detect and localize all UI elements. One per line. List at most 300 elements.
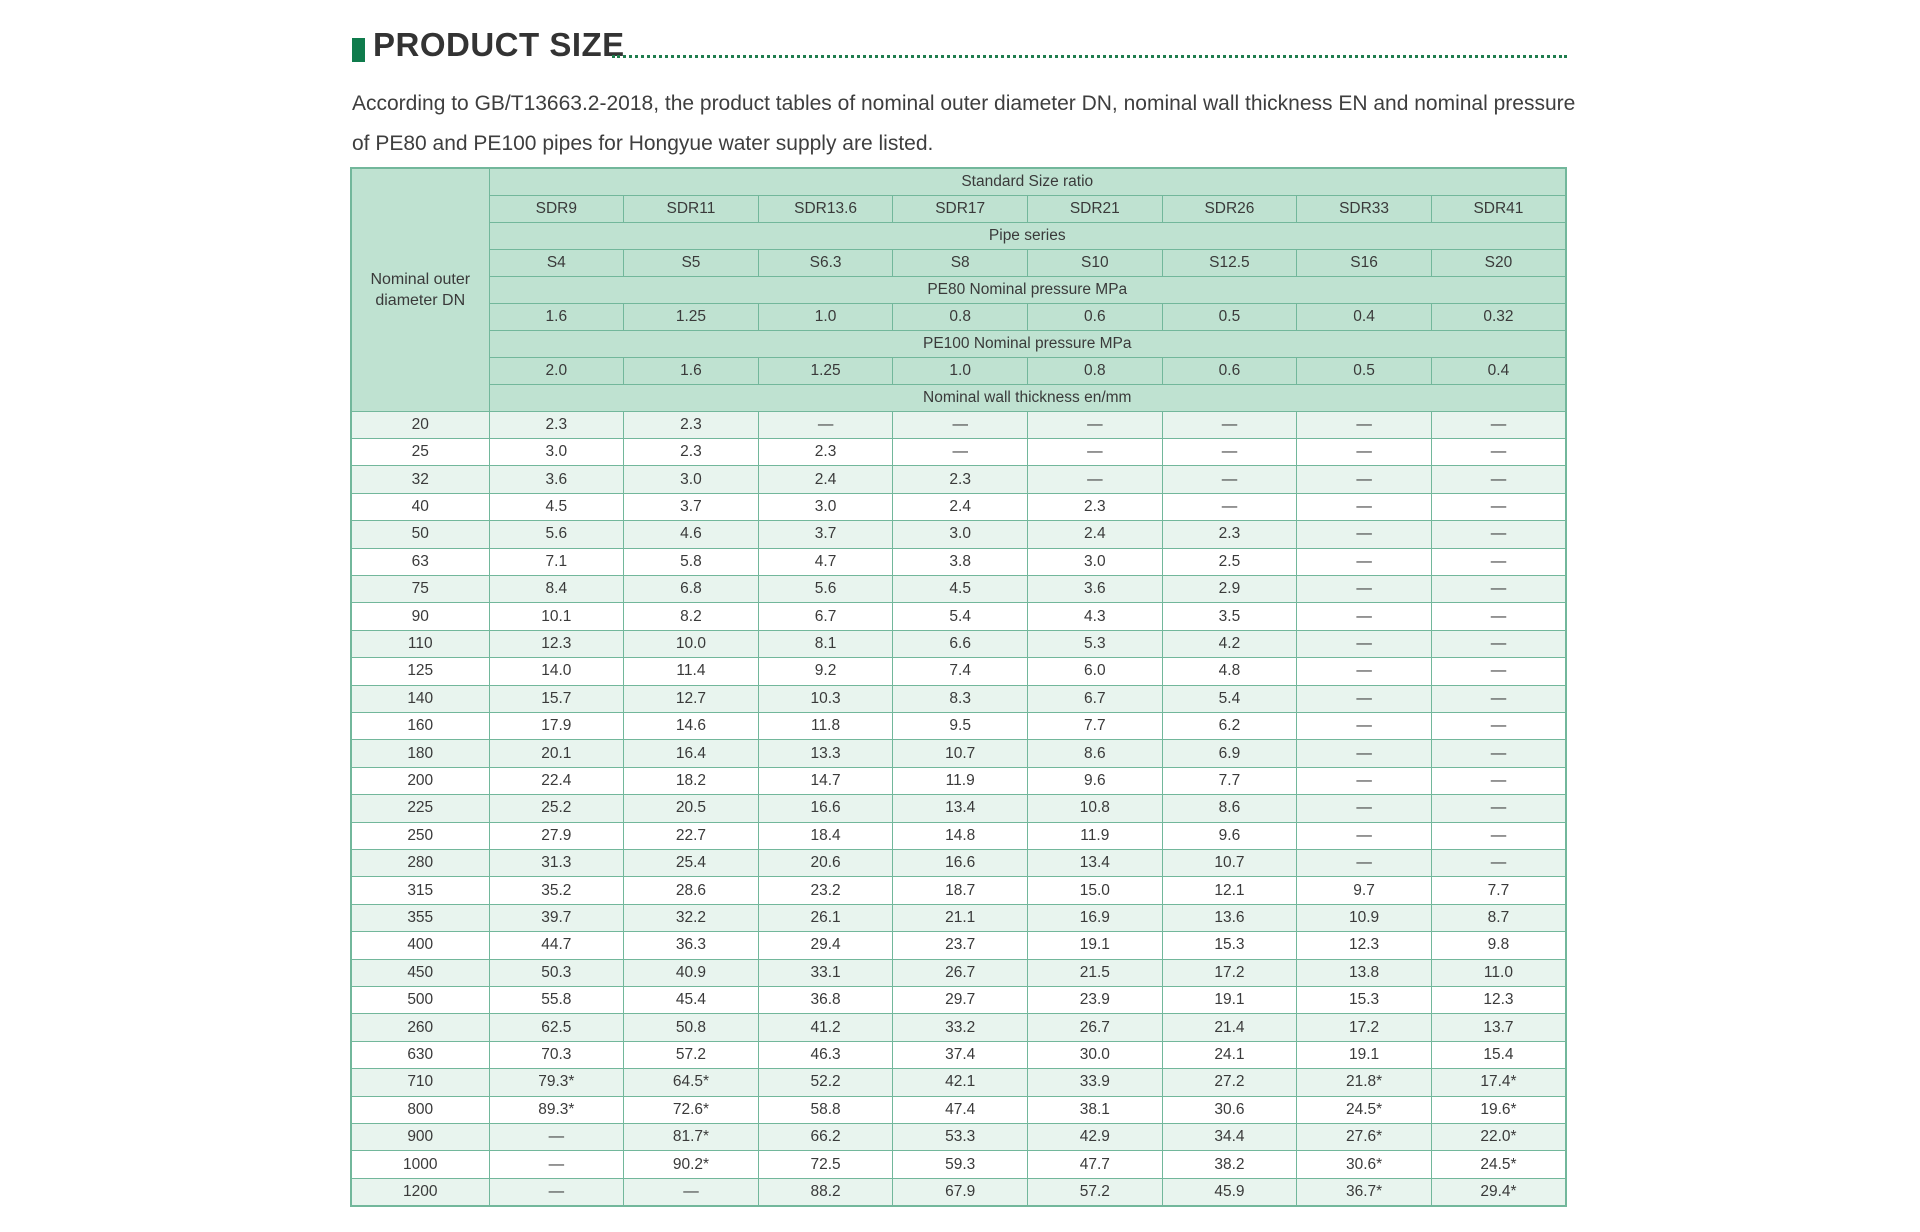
wall-thickness-cell: 55.8 [489,987,624,1014]
wall-thickness-cell: 14.8 [893,822,1028,849]
wall-thickness-cell: 26.7 [1028,1014,1163,1041]
wall-thickness-cell: 10.7 [1162,850,1297,877]
wall-thickness-cell: 5.4 [893,603,1028,630]
wall-thickness-cell: 2.3 [624,438,759,465]
wall-thickness-cell: 9.5 [893,712,1028,739]
dn-cell: 800 [351,1096,489,1123]
wall-thickness-cell: — [1431,575,1566,602]
wall-thickness-cell: 11.4 [624,658,759,685]
wall-thickness-cell: 3.0 [489,438,624,465]
table-body [351,411,1566,1206]
wall-thickness-cell: 12.3 [1297,932,1432,959]
wall-thickness-cell: — [1297,521,1432,548]
wall-thickness-cell: 9.6 [1162,822,1297,849]
corner-header-cell: Nominal outer diameter DN [351,168,489,411]
wall-thickness-cell: 2.5 [1162,548,1297,575]
wall-thickness-cell: 11.8 [758,712,893,739]
table-row [351,1151,1566,1178]
wall-thickness-cell: 3.0 [758,493,893,520]
wall-thickness-cell: 42.1 [893,1069,1028,1096]
wall-thickness-cell: 22.0* [1431,1124,1566,1151]
wall-thickness-cell: — [1297,850,1432,877]
wall-thickness-cell: 10.9 [1297,904,1432,931]
wall-thickness-cell: 41.2 [758,1014,893,1041]
pe80-pressure-cell: 1.0 [758,303,893,330]
description-line-1: According to GB/T13663.2-2018, the product tables of nominal outer diameter DN, nominal wall thickness EN and nominal pressure [352,92,1576,115]
wall-thickness-cell: — [1431,521,1566,548]
wall-thickness-cell: 67.9 [893,1178,1028,1206]
wall-thickness-cell: 6.8 [624,575,759,602]
wall-thickness-cell: 23.2 [758,877,893,904]
table-row [351,959,1566,986]
wall-thickness-cell: — [1297,767,1432,794]
wall-thickness-cell: 36.3 [624,932,759,959]
wall-thickness-cell: 23.9 [1028,987,1163,1014]
wall-thickness-cell: — [1028,411,1163,438]
wall-thickness-cell: 46.3 [758,1041,893,1068]
wall-thickness-cell: 16.6 [893,850,1028,877]
wall-thickness-cell: 57.2 [1028,1178,1163,1206]
wall-thickness-cell: — [1431,548,1566,575]
wall-thickness-cell: — [1297,740,1432,767]
wall-thickness-cell: 8.6 [1162,795,1297,822]
wall-thickness-cell: 37.4 [893,1041,1028,1068]
dn-cell: 355 [351,904,489,931]
wall-thickness-cell: — [1162,438,1297,465]
wall-thickness-cell: 13.7 [1431,1014,1566,1041]
wall-thickness-cell: 4.8 [1162,658,1297,685]
dn-cell: 63 [351,548,489,575]
s-series-header-cell: S20 [1431,249,1566,276]
wall-thickness-cell: — [1297,658,1432,685]
wall-thickness-cell: 39.7 [489,904,624,931]
dn-cell: 1200 [351,1178,489,1206]
table-row [351,932,1566,959]
wall-thickness-cell: — [1431,466,1566,493]
wall-thickness-cell: 15.3 [1297,987,1432,1014]
wall-thickness-cell: 34.4 [1162,1124,1297,1151]
description-line-2: of PE80 and PE100 pipes for Hongyue water supply are listed. [352,132,934,155]
wall-thickness-cell: 7.1 [489,548,624,575]
wall-thickness-cell: — [1028,438,1163,465]
wall-thickness-cell: 52.2 [758,1069,893,1096]
wall-thickness-cell: 7.7 [1431,877,1566,904]
dn-cell: 400 [351,932,489,959]
wall-thickness-cell: 38.2 [1162,1151,1297,1178]
wall-thickness-cell: — [1297,603,1432,630]
header-row-pe100-values [351,357,1566,384]
pe100-pressure-cell: 0.4 [1431,357,1566,384]
pe100-pressure-cell: 0.5 [1297,357,1432,384]
table-row [351,1178,1566,1206]
wall-thickness-cell: 89.3* [489,1096,624,1123]
sdr-header-cell: SDR11 [624,195,759,222]
wall-thickness-cell: — [489,1178,624,1206]
wall-thickness-cell: 19.1 [1297,1041,1432,1068]
wall-thickness-cell: 22.4 [489,767,624,794]
wall-thickness-cell: 7.7 [1162,767,1297,794]
wall-thickness-cell: 2.3 [624,411,759,438]
wall-thickness-cell: 3.0 [1028,548,1163,575]
table-row [351,521,1566,548]
product-size-table [350,167,1567,1207]
wall-thickness-cell: 27.9 [489,822,624,849]
table-row [351,575,1566,602]
wall-thickness-cell: 15.4 [1431,1041,1566,1068]
wall-thickness-cell: — [758,411,893,438]
wall-thickness-cell: 7.4 [893,658,1028,685]
wall-thickness-cell: 16.4 [624,740,759,767]
dn-cell: 500 [351,987,489,1014]
wall-thickness-cell: 20.1 [489,740,624,767]
wall-thickness-cell: 25.2 [489,795,624,822]
wall-thickness-cell: 16.9 [1028,904,1163,931]
wall-thickness-cell: 5.3 [1028,630,1163,657]
dn-cell: 180 [351,740,489,767]
wall-thickness-cell: 26.1 [758,904,893,931]
wall-thickness-cell: — [624,1178,759,1206]
dn-cell: 450 [351,959,489,986]
table-row [351,712,1566,739]
pe100-pressure-cell: 0.6 [1162,357,1297,384]
sdr-header-cell: SDR41 [1431,195,1566,222]
wall-thickness-cell: 25.4 [624,850,759,877]
dn-cell: 250 [351,822,489,849]
pe80-pressure-cell: 0.32 [1431,303,1566,330]
wall-thickness-cell: 79.3* [489,1069,624,1096]
wall-thickness-cell: 45.4 [624,987,759,1014]
pe80-pressure-cell: 0.6 [1028,303,1163,330]
dn-cell: 75 [351,575,489,602]
wall-thickness-cell: 10.8 [1028,795,1163,822]
dn-cell: 25 [351,438,489,465]
wall-thickness-cell: 35.2 [489,877,624,904]
header-row-s-series [351,249,1566,276]
dn-cell: 315 [351,877,489,904]
wall-thickness-cell: 2.3 [893,466,1028,493]
wall-thickness-cell: 4.5 [893,575,1028,602]
s-series-header-cell: S12.5 [1162,249,1297,276]
wall-thickness-cell: 9.2 [758,658,893,685]
wall-thickness-cell: 44.7 [489,932,624,959]
wall-thickness-cell: 8.6 [1028,740,1163,767]
table-row [351,548,1566,575]
wall-thickness-cell: 38.1 [1028,1096,1163,1123]
wall-thickness-cell: — [1297,493,1432,520]
wall-thickness-cell: 32.2 [624,904,759,931]
table-row [351,685,1566,712]
sdr-header-cell: SDR13.6 [758,195,893,222]
wall-thickness-cell: 3.6 [489,466,624,493]
wall-thickness-cell: — [1431,438,1566,465]
wall-thickness-cell: 33.1 [758,959,893,986]
wall-thickness-cell: 50.3 [489,959,624,986]
dn-cell: 32 [351,466,489,493]
group-header-pe100: PE100 Nominal pressure MPa [489,330,1566,357]
sdr-header-cell: SDR9 [489,195,624,222]
table-row [351,1041,1566,1068]
wall-thickness-cell: 70.3 [489,1041,624,1068]
wall-thickness-cell: 11.9 [893,767,1028,794]
wall-thickness-cell: 5.6 [758,575,893,602]
wall-thickness-cell: 66.2 [758,1124,893,1151]
pe80-pressure-cell: 1.6 [489,303,624,330]
wall-thickness-cell: 19.6* [1431,1096,1566,1123]
wall-thickness-cell: 13.8 [1297,959,1432,986]
wall-thickness-cell: 3.7 [624,493,759,520]
header-row-pe80-label [351,276,1566,303]
wall-thickness-cell: — [1297,630,1432,657]
pe80-pressure-cell: 0.5 [1162,303,1297,330]
wall-thickness-cell: 24.5* [1297,1096,1432,1123]
group-header-standard-size-ratio: Standard Size ratio [489,168,1566,195]
wall-thickness-cell: — [1431,740,1566,767]
wall-thickness-cell: — [1297,438,1432,465]
wall-thickness-cell: 21.5 [1028,959,1163,986]
wall-thickness-cell: — [1431,822,1566,849]
table-row [351,877,1566,904]
page-title: PRODUCT SIZE [373,26,625,63]
sdr-header-cell: SDR17 [893,195,1028,222]
wall-thickness-cell: 21.4 [1162,1014,1297,1041]
wall-thickness-cell: — [1162,493,1297,520]
wall-thickness-cell: 23.7 [893,932,1028,959]
wall-thickness-cell: 4.6 [624,521,759,548]
s-series-header-cell: S4 [489,249,624,276]
wall-thickness-cell: 27.6* [1297,1124,1432,1151]
wall-thickness-cell: — [1431,767,1566,794]
wall-thickness-cell: 42.9 [1028,1124,1163,1151]
table-row [351,740,1566,767]
wall-thickness-cell: 17.9 [489,712,624,739]
dn-cell: 125 [351,658,489,685]
wall-thickness-cell: 29.7 [893,987,1028,1014]
wall-thickness-cell: 2.3 [1162,521,1297,548]
wall-thickness-cell: 17.2 [1162,959,1297,986]
wall-thickness-cell: — [1431,603,1566,630]
wall-thickness-cell: 7.7 [1028,712,1163,739]
wall-thickness-cell: — [893,438,1028,465]
wall-thickness-cell: — [1297,712,1432,739]
wall-thickness-cell: 33.2 [893,1014,1028,1041]
wall-thickness-cell: 3.0 [893,521,1028,548]
table-row [351,822,1566,849]
wall-thickness-cell: 90.2* [624,1151,759,1178]
header-row-sdr [351,195,1566,222]
wall-thickness-cell: 36.7* [1297,1178,1432,1206]
wall-thickness-cell: — [1297,685,1432,712]
header-row-pe100-label [351,330,1566,357]
pe80-pressure-cell: 0.4 [1297,303,1432,330]
wall-thickness-cell: 19.1 [1028,932,1163,959]
dn-cell: 710 [351,1069,489,1096]
wall-thickness-cell: 4.3 [1028,603,1163,630]
wall-thickness-cell: 15.7 [489,685,624,712]
wall-thickness-cell: 28.6 [624,877,759,904]
wall-thickness-cell: 6.7 [758,603,893,630]
wall-thickness-cell: 12.7 [624,685,759,712]
wall-thickness-cell: 4.5 [489,493,624,520]
wall-thickness-cell: 13.6 [1162,904,1297,931]
wall-thickness-cell: 3.5 [1162,603,1297,630]
wall-thickness-cell: 72.6* [624,1096,759,1123]
wall-thickness-cell: — [1297,548,1432,575]
wall-thickness-cell: 9.8 [1431,932,1566,959]
wall-thickness-cell: 30.6* [1297,1151,1432,1178]
wall-thickness-cell: 50.8 [624,1014,759,1041]
pe80-pressure-cell: 0.8 [893,303,1028,330]
pe80-pressure-cell: 1.25 [624,303,759,330]
table-row [351,658,1566,685]
wall-thickness-cell: 30.6 [1162,1096,1297,1123]
wall-thickness-cell: 22.7 [624,822,759,849]
wall-thickness-cell: 14.7 [758,767,893,794]
wall-thickness-cell: 6.9 [1162,740,1297,767]
wall-thickness-cell: 18.7 [893,877,1028,904]
dn-cell: 160 [351,712,489,739]
pe100-pressure-cell: 0.8 [1028,357,1163,384]
dn-cell: 50 [351,521,489,548]
wall-thickness-cell: 88.2 [758,1178,893,1206]
wall-thickness-cell: 19.1 [1162,987,1297,1014]
dn-cell: 90 [351,603,489,630]
s-series-header-cell: S5 [624,249,759,276]
wall-thickness-cell: 2.3 [489,411,624,438]
wall-thickness-cell: 8.3 [893,685,1028,712]
wall-thickness-cell: 30.0 [1028,1041,1163,1068]
wall-thickness-cell: 6.2 [1162,712,1297,739]
header-row-standard-size-ratio [351,168,1566,195]
wall-thickness-cell: 18.2 [624,767,759,794]
wall-thickness-cell: 10.0 [624,630,759,657]
header-row-pe80-values [351,303,1566,330]
pe100-pressure-cell: 1.6 [624,357,759,384]
wall-thickness-cell: 12.3 [1431,987,1566,1014]
wall-thickness-cell: — [1431,685,1566,712]
dn-cell: 140 [351,685,489,712]
wall-thickness-cell: 2.4 [758,466,893,493]
pe100-pressure-cell: 1.25 [758,357,893,384]
wall-thickness-cell: — [893,411,1028,438]
wall-thickness-cell: 29.4 [758,932,893,959]
wall-thickness-cell: 20.6 [758,850,893,877]
wall-thickness-cell: 15.0 [1028,877,1163,904]
table-row [351,1069,1566,1096]
wall-thickness-cell: 17.4* [1431,1069,1566,1096]
table-row [351,411,1566,438]
wall-thickness-cell: 6.6 [893,630,1028,657]
table-row [351,466,1566,493]
wall-thickness-cell: 64.5* [624,1069,759,1096]
wall-thickness-cell: — [1297,575,1432,602]
wall-thickness-cell: — [1297,822,1432,849]
header-row-pipe-series [351,222,1566,249]
wall-thickness-cell: 4.7 [758,548,893,575]
wall-thickness-cell: 47.4 [893,1096,1028,1123]
sdr-header-cell: SDR21 [1028,195,1163,222]
wall-thickness-cell: 36.8 [758,987,893,1014]
wall-thickness-cell: 18.4 [758,822,893,849]
wall-thickness-cell: 16.6 [758,795,893,822]
wall-thickness-cell: 27.2 [1162,1069,1297,1096]
wall-thickness-cell: 2.4 [893,493,1028,520]
wall-thickness-cell: 40.9 [624,959,759,986]
sdr-header-cell: SDR26 [1162,195,1297,222]
dn-cell: 225 [351,795,489,822]
table-row [351,1124,1566,1151]
wall-thickness-cell: 8.2 [624,603,759,630]
dn-cell: 280 [351,850,489,877]
wall-thickness-cell: 81.7* [624,1124,759,1151]
s-series-header-cell: S8 [893,249,1028,276]
dn-cell: 200 [351,767,489,794]
wall-thickness-cell: 2.3 [1028,493,1163,520]
wall-thickness-cell: 62.5 [489,1014,624,1041]
dn-cell: 20 [351,411,489,438]
title-accent-bar [352,38,365,62]
group-header-wall-thickness: Nominal wall thickness en/mm [489,384,1566,411]
wall-thickness-cell: 14.6 [624,712,759,739]
title-dotted-rule [612,44,1567,58]
wall-thickness-cell: 8.4 [489,575,624,602]
wall-thickness-cell: 21.1 [893,904,1028,931]
wall-thickness-cell: 11.9 [1028,822,1163,849]
wall-thickness-cell: 24.5* [1431,1151,1566,1178]
wall-thickness-cell: 10.3 [758,685,893,712]
wall-thickness-cell: — [1431,630,1566,657]
wall-thickness-cell: 31.3 [489,850,624,877]
table-row [351,767,1566,794]
wall-thickness-cell: 5.6 [489,521,624,548]
wall-thickness-cell: 14.0 [489,658,624,685]
wall-thickness-cell: 2.4 [1028,521,1163,548]
wall-thickness-cell: 9.6 [1028,767,1163,794]
wall-thickness-cell: 3.6 [1028,575,1163,602]
wall-thickness-cell: 5.4 [1162,685,1297,712]
table-row [351,603,1566,630]
wall-thickness-cell: 13.4 [1028,850,1163,877]
table-row [351,987,1566,1014]
wall-thickness-cell: 47.7 [1028,1151,1163,1178]
table-row [351,795,1566,822]
wall-thickness-cell: 57.2 [624,1041,759,1068]
pe100-pressure-cell: 2.0 [489,357,624,384]
wall-thickness-cell: 12.1 [1162,877,1297,904]
s-series-header-cell: S16 [1297,249,1432,276]
wall-thickness-cell: — [1431,658,1566,685]
description-paragraph [352,84,1582,164]
header-row-wall-thickness [351,384,1566,411]
wall-thickness-cell: 21.8* [1297,1069,1432,1096]
table-row [351,630,1566,657]
wall-thickness-cell: 15.3 [1162,932,1297,959]
wall-thickness-cell: 26.7 [893,959,1028,986]
wall-thickness-cell: 29.4* [1431,1178,1566,1206]
dn-cell: 900 [351,1124,489,1151]
wall-thickness-cell: 9.7 [1297,877,1432,904]
wall-thickness-cell: 2.3 [758,438,893,465]
wall-thickness-cell: 3.0 [624,466,759,493]
wall-thickness-cell: — [489,1124,624,1151]
dn-cell: 630 [351,1041,489,1068]
dn-cell: 110 [351,630,489,657]
s-series-header-cell: S10 [1028,249,1163,276]
wall-thickness-cell: 17.2 [1297,1014,1432,1041]
pe100-pressure-cell: 1.0 [893,357,1028,384]
wall-thickness-cell: 20.5 [624,795,759,822]
wall-thickness-cell: — [1297,795,1432,822]
wall-thickness-cell: — [1297,411,1432,438]
